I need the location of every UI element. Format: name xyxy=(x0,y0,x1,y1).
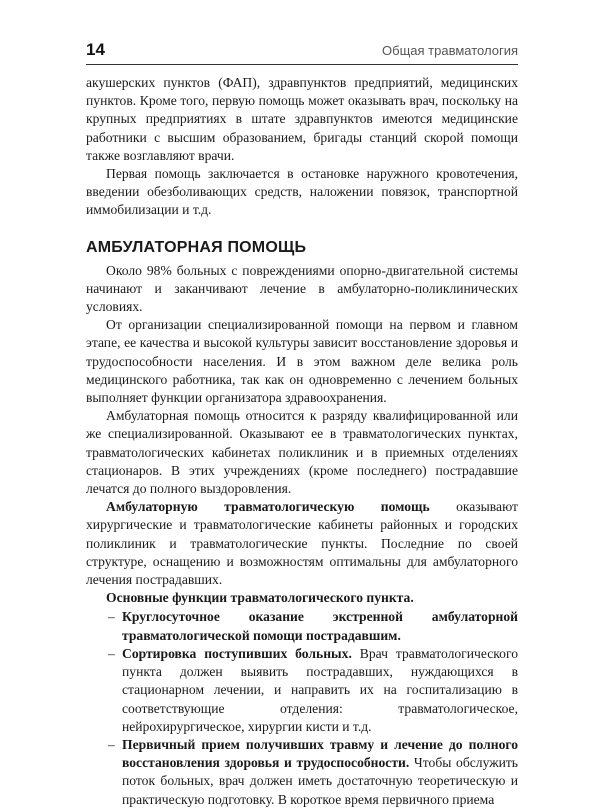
list-item-lead: Первичный прием получивших травму и лечение до полного восстановления здоровья и трудоспособности. xyxy=(122,736,518,771)
page-number: 14 xyxy=(86,40,105,59)
functions-title: Основные функции травматологического пункта. xyxy=(106,590,414,606)
paragraph: От организации специализированной помощи на первом и главном этапе, ее качества и высокой культуры зависит восстановление здоровья и трудоспособности населения. И в этом важном деле велика роль медицинского работника, так как он одновременно с лечением больных выполняет функции организатора здравоохранения. xyxy=(86,317,518,406)
list-item-text: Врач травматологического пункта должен выявить пострадавших, нуждающихся в стационарном лечении, и направить их на госпитализацию в соответствующие отделения: травматологическое, нейрохирургическое, хирургии кисти и т.д. xyxy=(122,645,518,734)
body-text xyxy=(86,74,518,809)
functions-list xyxy=(86,608,518,808)
list-item xyxy=(108,608,518,644)
list-item-lead: Круглосуточное оказание экстренной амбулаторной травматологической помощи пострадавшим. xyxy=(122,609,518,643)
paragraph: Первая помощь заключается в остановке наружного кровотечения, введении обезболивающих средств, наложении повязок, транспортной иммобилизации и т.д. xyxy=(86,166,518,218)
paragraph: Около 98% больных с повреждениями опорно-двигательной системы начинают и заканчивают лечение в амбулаторно-поликлинических условиях. xyxy=(86,262,518,315)
list-item xyxy=(108,645,518,736)
list-item-lead: Сортировка поступивших больных. xyxy=(122,645,352,661)
list-dash: – xyxy=(108,645,115,661)
paragraph: Амбулаторная помощь относится к разряду квалифицированной или же специализированной. Оказывают ее в травматологических пунктах, травматологических кабинетах поликлиник и в приемных отделениях стационаров. В этих учреждениях (кроме последнего) пострадавшие лечатся до полного выздоровления. xyxy=(86,408,518,497)
list-dash: – xyxy=(108,736,115,752)
paragraph: акушерских пунктов (ФАП), здравпунктов предприятий, медицинских пунктов. Кроме того, первую помощь может оказывать врач, поскольку на крупных предприятиях в штате здравпунктов имеются медицинские работники с высшим образованием, бригады станций скорой помощи также возглавляют врачи. xyxy=(86,75,518,163)
list-dash: – xyxy=(108,609,115,625)
bold-lead: Амбулаторную травматологическую помощь xyxy=(106,499,430,515)
list-item xyxy=(108,736,518,809)
paragraph-rest: оказывают хирургические и травматологические кабинеты районных и городских поликлиник и травматологические пункты. Последние по своей структуре, оснащению и возможностям оптимальны для амбулаторного лечения пострадавших. xyxy=(86,499,518,588)
page-header xyxy=(86,38,518,65)
section-heading: АМБУЛАТОРНАЯ ПОМОЩЬ xyxy=(86,238,307,256)
bold-lead-paragraph xyxy=(86,498,518,589)
running-title: Общая травматология xyxy=(382,43,518,58)
list-item-text: Чтобы обслужить поток больных, врач должен иметь достаточную теоретическую и практическую подготовку. В короткое время первичного приема xyxy=(122,755,519,807)
